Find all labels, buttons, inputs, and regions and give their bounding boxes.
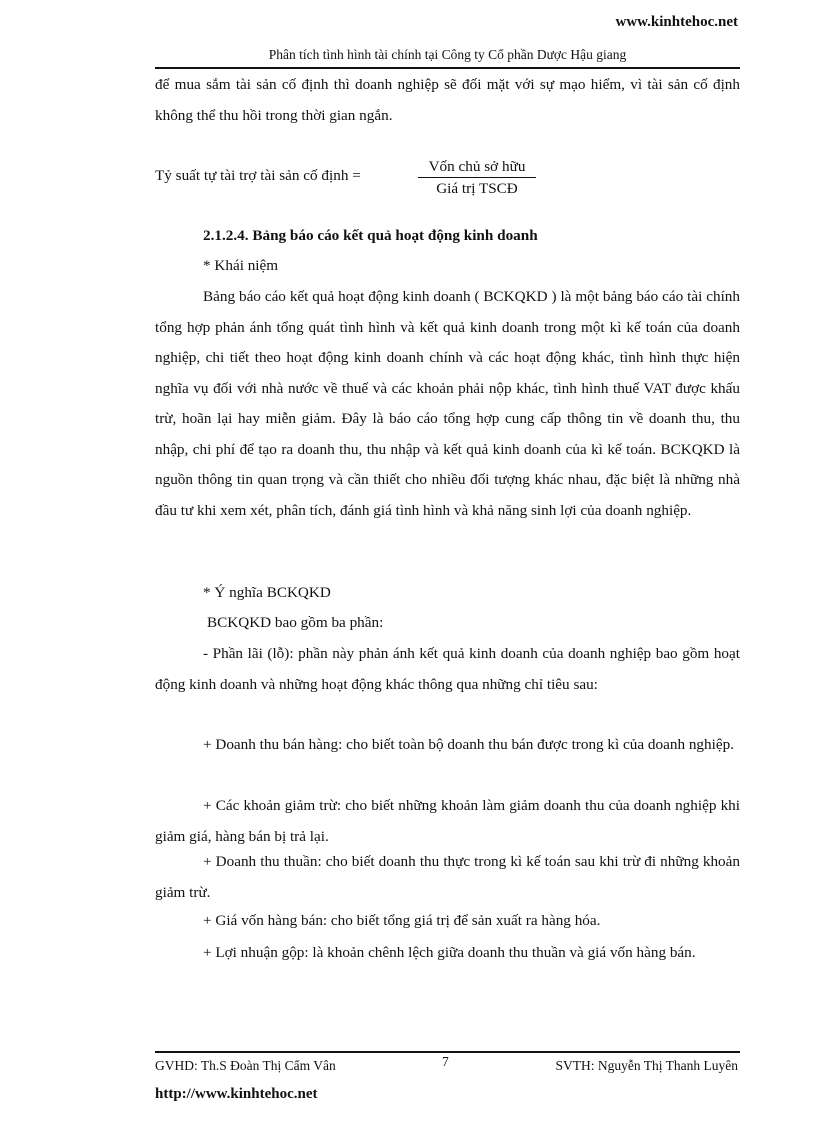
running-title: Phân tích tình hình tài chính tại Công ty Cổ phần Dược Hậu giang xyxy=(268,47,627,62)
paragraph-intro: để mua sắm tài sản cố định thì doanh nghiệp sẽ đối mặt với sự mạo hiểm, vì tài sản cố định không thể thu hồi trong thời gian ngắn. xyxy=(155,76,740,124)
header-rule xyxy=(155,67,740,69)
meaning-label: * Ý nghĩa BCKQKD xyxy=(203,584,331,601)
paragraph-cogs: + Giá vốn hàng bán: cho biết tổng giá trị để sản xuất ra hàng hóa. xyxy=(203,912,601,929)
footer-rule xyxy=(155,1051,740,1053)
paragraph-deductions: + Các khoản giảm trừ: cho biết những khoản làm giảm doanh thu của doanh nghiệp khi giảm giá, hàng bán bị trả lại. xyxy=(155,797,740,845)
site-url-top: www.kinhtehoc.net xyxy=(615,14,738,30)
paragraph-gross-profit: + Lợi nhuận gộp: là khoản chênh lệch giữa doanh thu thuần và giá vốn hàng bán. xyxy=(203,944,696,961)
paragraph-revenue: + Doanh thu bán hàng: cho biết toàn bộ doanh thu bán được trong kì của doanh nghiệp. xyxy=(203,736,734,753)
paragraph-concept: Bảng báo cáo kết quả hoạt động kinh doanh ( BCKQKD ) là một bảng báo cáo tài chính tổng hợp phản ánh tổng quát tình hình và kết quả kinh doanh trong một kì kế toán của doanh nghiệp, chi tiết theo hoạt động kinh doanh chính và các hoạt động khác, tình hình thực hiện nghĩa vụ đối với nhà nước về thuế và các khoản phải nộp khác, tình hình thuế VAT được khấu trừ, hoãn lại hay miễn giảm. Đây là báo cáo tổng hợp cung cấp thông tin về doanh thu, thu nhập, chi phí để tạo ra doanh thu, thu nhập và kết quả kinh doanh của kì kế toán. BCKQKD là nguồn thông tin quan trọng và cần thiết cho nhiều đối tượng khác nhau, đặc biệt là những nhà đầu tư khi xem xét, phân tích, đánh giá tình hình và khả năng sinh lợi của doanh nghiệp. xyxy=(155,288,740,519)
footer-advisor: GVHD: Th.S Đoàn Thị Cẩm Vân xyxy=(155,1058,336,1073)
concept-label: * Khái niệm xyxy=(203,257,279,274)
paragraph-net-revenue: + Doanh thu thuần: cho biết doanh thu thực trong kì kế toán sau khi trừ đi những khoản giảm trừ. xyxy=(155,853,740,901)
formula-denominator: Giá trị TSCĐ xyxy=(436,180,518,197)
parts-label: BCKQKD bao gồm ba phần: xyxy=(207,614,384,631)
formula-fraction xyxy=(418,158,536,198)
formula-numerator: Vốn chủ sở hữu xyxy=(418,158,536,178)
site-url-bottom: http://www.kinhtehoc.net xyxy=(155,1086,318,1102)
paragraph-profit-part: - Phần lãi (lỗ): phần này phản ánh kết quả kinh doanh của doanh nghiệp bao gồm hoạt động kinh doanh và những hoạt động khác thông qua những chỉ tiêu sau: xyxy=(155,645,740,693)
footer-student: SVTH: Nguyễn Thị Thanh Luyên xyxy=(555,1058,738,1073)
section-heading: 2.1.2.4. Bảng báo cáo kết quả hoạt động kinh doanh xyxy=(203,227,538,244)
page-number: 7 xyxy=(442,1054,449,1069)
formula-label: Tỷ suất tự tài trợ tài sản cố định = xyxy=(155,167,361,184)
